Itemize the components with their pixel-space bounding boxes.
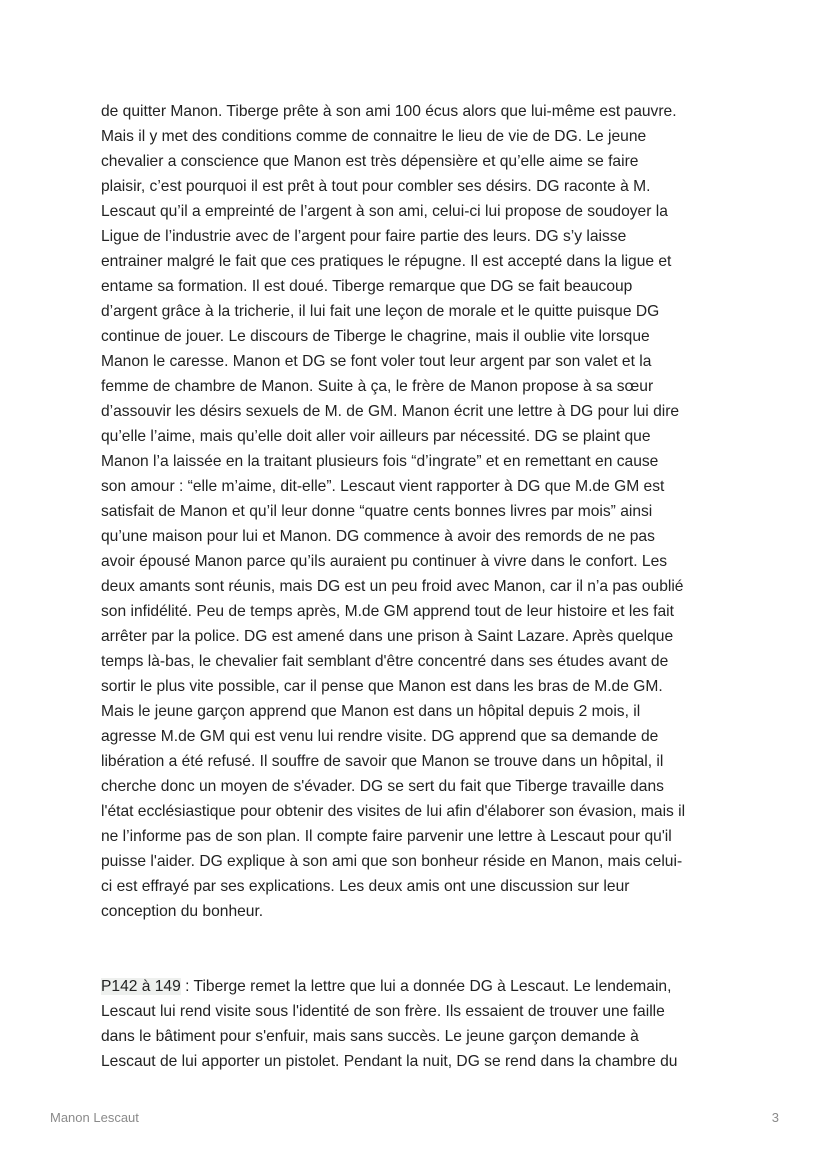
text-line: l'état ecclésiastique pour obtenir des visites de lui afin d'élaborer son évasion, mais il — [101, 803, 686, 820]
text-line: ci est effrayé par ses explications. Les deux amis ont une discussion sur leur — [101, 878, 630, 895]
text-line: dans le bâtiment pour s'enfuir, mais sans succès. Le jeune garçon demande à — [101, 1028, 639, 1045]
text-line: d’argent grâce à la tricherie, il lui fait une leçon de morale et le quitte puisque DG — [101, 303, 660, 320]
text-line: temps là-bas, le chevalier fait semblant d'être concentré dans ses études avant de — [101, 653, 669, 670]
text-line: qu’elle l’aime, mais qu’elle doit aller voir ailleurs par nécessité. DG se plaint que — [101, 428, 651, 445]
text-line: libération a été refusé. Il souffre de savoir que Manon se trouve dans un hôpital, il — [101, 753, 664, 770]
text-line: entame sa formation. Il est doué. Tiberge remarque que DG se fait beaucoup — [101, 278, 633, 295]
footer-title: Manon Lescaut — [50, 1110, 139, 1125]
text-line: satisfait de Manon et qu’il leur donne “quatre cents bonnes livres par mois” ainsi — [101, 503, 653, 520]
text-line: avoir épousé Manon parce qu’ils auraient pu continuer à vivre dans le confort. Les — [101, 553, 668, 570]
body-text — [101, 99, 726, 1074]
page-reference: P142 à 149 — [101, 978, 181, 995]
text-line: Manon le caresse. Manon et DG se font voler tout leur argent par son valet et la — [101, 353, 652, 370]
text-line: ne l’informe pas de son plan. Il compte faire parvenir une lettre à Lescaut pour qu'il — [101, 828, 672, 845]
paragraph-summary-1 — [101, 99, 726, 924]
text-line: deux amants sont réunis, mais DG est un peu froid avec Manon, car il n’a pas oublié — [101, 578, 684, 595]
text-line: agresse M.de GM qui est venu lui rendre visite. DG apprend que sa demande de — [101, 728, 659, 745]
text-line: puisse l'aider. DG explique à son ami que son bonheur réside en Manon, mais celui- — [101, 853, 683, 870]
text-line: cherche donc un moyen de s'évader. DG se sert du fait que Tiberge travaille dans — [101, 778, 664, 795]
text-line — [101, 974, 726, 999]
text-line: chevalier a conscience que Manon est très dépensière et qu’elle aime se faire — [101, 153, 639, 170]
text-line: Ligue de l’industrie avec de l’argent pour faire partie des leurs. DG s’y laisse — [101, 228, 627, 245]
text-line: Lescaut qu’il a empreinté de l’argent à son ami, celui-ci lui propose de soudoyer la — [101, 203, 668, 220]
text-line: son infidélité. Peu de temps après, M.de GM apprend tout de leur histoire et les fait — [101, 603, 674, 620]
text-line: entrainer malgré le fait que ces pratiques le répugne. Il est accepté dans la ligue et — [101, 253, 672, 270]
text-line: Lescaut lui rend visite sous l'identité de son frère. Ils essaient de trouver une faille — [101, 1003, 665, 1020]
text-line: sortir le plus vite possible, car il pense que Manon est dans les bras de M.de GM. — [101, 678, 663, 695]
text-line: Mais le jeune garçon apprend que Manon est dans un hôpital depuis 2 mois, il — [101, 703, 641, 720]
text-line: Manon l’a laissée en la traitant plusieurs fois “d’ingrate” et en remettant en cause — [101, 453, 659, 470]
text-line: continue de jouer. Le discours de Tiberge le chagrine, mais il oublie vite lorsque — [101, 328, 650, 345]
text-line: son amour : “elle m’aime, dit-elle”. Lescaut vient rapporter à DG que M.de GM est — [101, 478, 665, 495]
text-line: arrêter par la police. DG est amené dans une prison à Saint Lazare. Après quelque — [101, 628, 674, 645]
paragraph-summary-2 — [101, 974, 726, 1074]
text-line-rest: : Tiberge remet la lettre que lui a donnée DG à Lescaut. Le lendemain, — [180, 978, 672, 995]
text-line: qu’une maison pour lui et Manon. DG commence à avoir des remords de ne pas — [101, 528, 655, 545]
text-line: conception du bonheur. — [101, 903, 264, 920]
text-line: de quitter Manon. Tiberge prête à son ami 100 écus alors que lui-même est pauvre. — [101, 103, 677, 120]
text-line: Mais il y met des conditions comme de connaitre le lieu de vie de DG. Le jeune — [101, 128, 647, 145]
text-line: plaisir, c’est pourquoi il est prêt à tout pour combler ses désirs. DG raconte à M. — [101, 178, 651, 195]
text-line: femme de chambre de Manon. Suite à ça, le frère de Manon propose à sa sœur — [101, 378, 654, 395]
text-line: d’assouvir les désirs sexuels de M. de GM. Manon écrit une lettre à DG pour lui dire — [101, 403, 680, 420]
page-number: 3 — [771, 1110, 779, 1125]
text-line: Lescaut de lui apporter un pistolet. Pendant la nuit, DG se rend dans la chambre du — [101, 1053, 678, 1070]
